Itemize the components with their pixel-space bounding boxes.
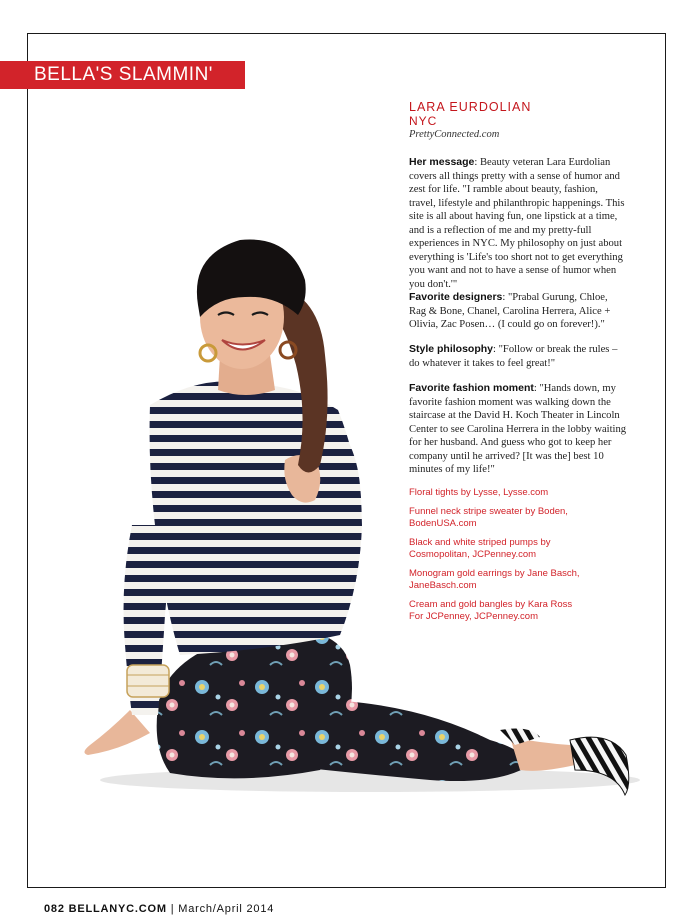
favorite-fashion-moment-label: Favorite fashion moment	[409, 382, 534, 394]
profile-website: PrettyConnected.com	[409, 129, 500, 140]
credit-item: Monogram gold earrings by Jane Basch, JaneBasch.com	[409, 567, 580, 591]
section-banner: BELLA'S SLAMMIN' SIX	[0, 61, 245, 89]
credit-item: Funnel neck stripe sweater by Boden, BodenUSA.com	[409, 505, 568, 529]
left-hand	[84, 710, 150, 755]
profile-name: LARA EURDOLIAN	[409, 100, 532, 114]
bangles	[127, 665, 169, 697]
style-philosophy-text: "Follow or break the rules – do whatever it takes to feel great!"	[409, 344, 618, 369]
her-message-label: Her message	[409, 156, 475, 168]
style-philosophy-label: Style philosophy	[409, 343, 494, 355]
credit-item: Cream and gold bangles by Kara Ross For JCPenney, JCPenney.com	[409, 598, 573, 622]
footer-divider: |	[170, 903, 175, 915]
favorite-fashion-moment-text: "Hands down, my favorite fashion moment was walking down the staircase at the David H. Koch Theater in Lincoln Center to see Carolina Herrera in the lobby waiting for her husband. And guess who got to keep her company until he arrived? [It was the] best 10 minutes of my life!"	[409, 383, 627, 475]
style-philosophy-separator: :	[493, 344, 499, 355]
favorite-designers-text: "Prabal Gurung, Chloe, Rag & Bone, Chanel, Carolina Herrera, Alice + Olivia, Zac Posen… (I could go on forever!)."	[409, 292, 611, 330]
credit-item: Black and white striped pumps by Cosmopolitan, JCPenney.com	[409, 536, 551, 560]
page-number: 082	[44, 903, 65, 915]
footer-site: BELLANYC.COM	[68, 903, 167, 915]
her-message-separator: :	[474, 157, 480, 168]
favorite-designers-separator: :	[502, 292, 508, 303]
model-photo	[70, 225, 640, 805]
favorite-fashion-moment-separator: :	[533, 383, 540, 394]
favorite-designers-label: Favorite designers	[409, 291, 503, 303]
her-message-text: Beauty veteran Lara Eurdolian covers all things pretty with a sense of humor and zest for life. "I ramble about beauty, fashion, travel, lifestyle and philanthropic happenings. This site is all about having fun, one lipstick at a time, and is a reflection of me and my pretty-full experiences in NYC. My philosophy on just about everything is 'Life's too short not to get everything you want and not to have a sense of humor when you don't.'"	[409, 157, 625, 290]
page-footer	[44, 903, 274, 915]
footer-issue: March/April 2014	[178, 903, 275, 915]
profile-city: NYC	[409, 114, 438, 128]
credit-item: Floral tights by Lysse, Lysse.com	[409, 487, 549, 498]
